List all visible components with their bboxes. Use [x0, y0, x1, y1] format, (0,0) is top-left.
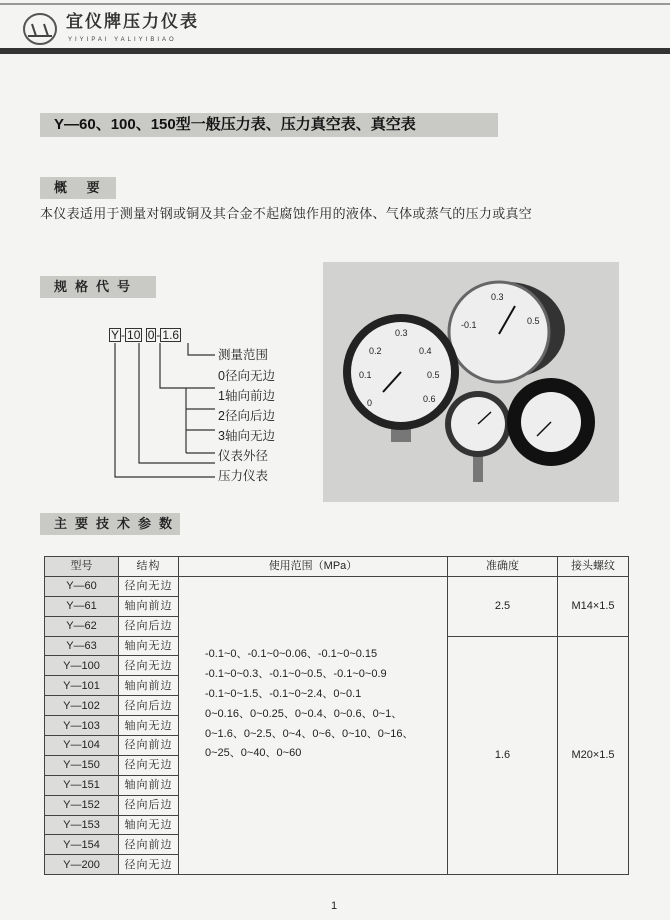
range-cell [179, 576, 448, 874]
model-cell: Y—154 [45, 835, 119, 855]
model-cell: Y—100 [45, 656, 119, 676]
structure-cell: 轴向无边 [119, 636, 179, 656]
header-bar [0, 48, 670, 54]
gauge-label: 0.2 [369, 346, 382, 356]
range-line: -0.1~0~0.3、-0.1~0~0.5、-0.1~0~0.9 [205, 667, 387, 680]
column-header: 结构 [119, 557, 179, 577]
code-part: 10 [127, 328, 141, 342]
structure-cell: 径向后边 [119, 795, 179, 815]
accuracy-cell: 1.6 [448, 636, 558, 875]
code-label: 1轴向前边 [218, 389, 275, 403]
gauge-label: 0.5 [427, 370, 440, 380]
range-line: 0~0.16、0~0.25、0~0.4、0~0.6、0~1、 [205, 707, 403, 720]
params-table [44, 556, 629, 875]
gauge-label: 0.3 [395, 328, 408, 338]
structure-cell: 轴向前边 [119, 596, 179, 616]
code-label: 2径向后边 [218, 409, 275, 423]
gauge-label: 0.3 [491, 292, 504, 302]
brand-logo-icon [22, 12, 58, 46]
code-label: 0径向无边 [218, 369, 275, 383]
structure-cell: 轴向无边 [119, 716, 179, 736]
pressure-gauge-icon [343, 314, 459, 442]
model-cell: Y—62 [45, 616, 119, 636]
top-rule [0, 3, 670, 5]
code-label: 3轴向无边 [218, 429, 275, 443]
model-cell: Y—61 [45, 596, 119, 616]
gauge-label: 0.1 [359, 370, 372, 380]
structure-cell: 径向无边 [119, 576, 179, 596]
product-photo [323, 262, 619, 502]
model-cell: Y—153 [45, 815, 119, 835]
pressure-gauge-icon [449, 282, 565, 382]
model-cell: Y—101 [45, 676, 119, 696]
gauge-label: -0.1 [461, 320, 477, 330]
column-header: 使用范围（MPa） [179, 557, 448, 577]
model-cell: Y—150 [45, 755, 119, 775]
code-label: 测量范围 [218, 348, 269, 362]
code-part: Y [111, 328, 120, 342]
range-line: -0.1~0、-0.1~0~0.06、-0.1~0~0.15 [205, 647, 378, 660]
range-line: -0.1~0~1.5、-0.1~0~2.4、0~0.1 [205, 687, 362, 700]
overview-text: 本仪表适用于测量对钢或铜及其合金不起腐蚀作用的液体、气体或蒸气的压力或真空 [40, 206, 533, 221]
gauge-label: 0.4 [419, 346, 432, 356]
structure-cell: 轴向前边 [119, 676, 179, 696]
model-cell: Y—151 [45, 775, 119, 795]
spec-code-connector-lines [100, 343, 220, 483]
range-line: 0~1.6、0~2.5、0~4、0~6、0~10、0~16、 [205, 727, 414, 740]
column-header: 准确度 [448, 557, 558, 577]
structure-cell: 径向无边 [119, 855, 179, 875]
model-cell: Y—60 [45, 576, 119, 596]
structure-cell: 径向无边 [119, 755, 179, 775]
structure-cell: 径向前边 [119, 736, 179, 756]
table-row [45, 576, 629, 596]
model-cell: Y—102 [45, 696, 119, 716]
code-part: 0 [147, 328, 155, 342]
model-cell: Y—200 [45, 855, 119, 875]
structure-cell: 径向无边 [119, 656, 179, 676]
params-heading: 主要技术参数 [40, 513, 180, 535]
model-cell: Y—104 [45, 736, 119, 756]
table-header-row [45, 557, 629, 577]
structure-cell: 轴向无边 [119, 815, 179, 835]
column-header: 接头螺纹 [558, 557, 629, 577]
thread-cell: M14×1.5 [558, 576, 629, 636]
gauge-label: 0.6 [423, 394, 436, 404]
column-header: 型号 [45, 557, 119, 577]
code-label: 仪表外径 [218, 449, 269, 463]
model-cell: Y—103 [45, 716, 119, 736]
model-cell: Y—152 [45, 795, 119, 815]
brand-pinyin: YIYIPAI YALIYIBIAO [68, 37, 177, 43]
page-number: 1 [331, 900, 338, 912]
structure-cell: 径向后边 [119, 616, 179, 636]
accuracy-cell: 2.5 [448, 576, 558, 636]
pressure-gauge-icon [445, 391, 511, 482]
model-cell: Y—63 [45, 636, 119, 656]
gauge-label: 0.5 [527, 316, 540, 326]
gauge-label: 0 [367, 398, 373, 408]
overview-heading: 概 要 [40, 177, 116, 199]
pressure-gauge-icon [507, 378, 595, 466]
page-title: Y—60、100、150型一般压力表、压力真空表、真空表 [40, 113, 498, 137]
structure-cell: 径向前边 [119, 835, 179, 855]
range-line: 0~25、0~40、0~60 [205, 747, 302, 760]
brand-name: 宜仪牌压力仪表 [66, 12, 199, 31]
thread-cell: M20×1.5 [558, 636, 629, 875]
spec-code-heading: 规格代号 [40, 276, 156, 298]
code-label: 压力仪表 [218, 469, 269, 483]
structure-cell: 径向后边 [119, 696, 179, 716]
code-part: 1.6 [162, 328, 180, 342]
spec-code: Y - 10 0 - 1.6 [111, 328, 180, 342]
structure-cell: 轴向前边 [119, 775, 179, 795]
